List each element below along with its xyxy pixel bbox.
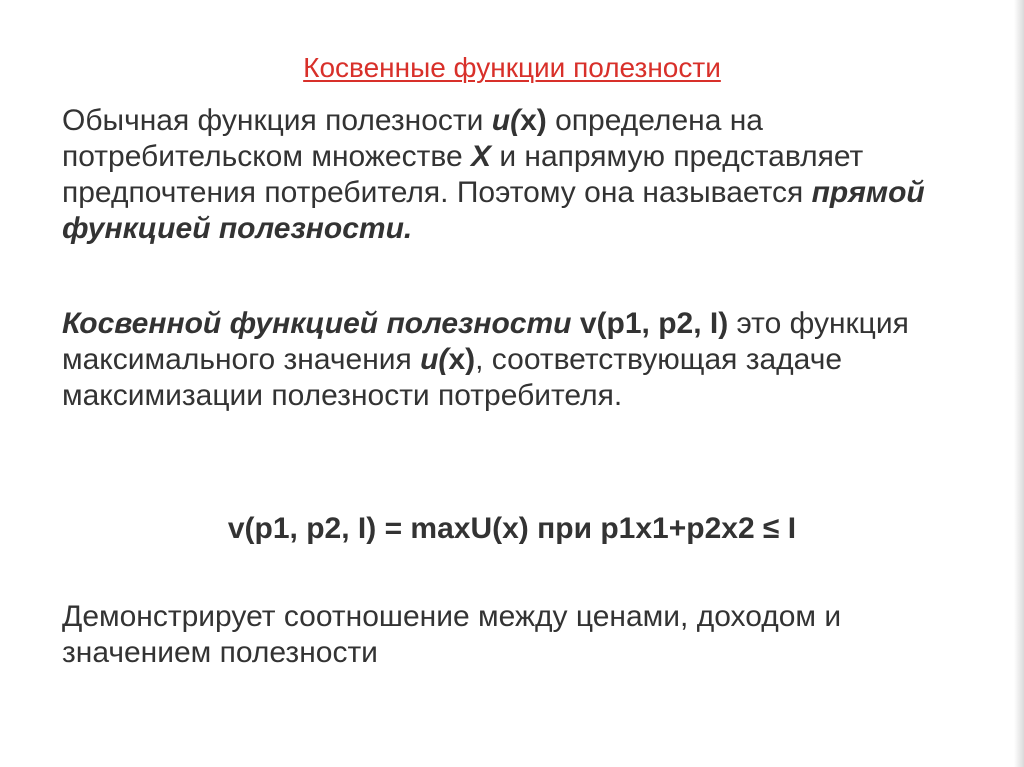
indirect-function-notation: v(p1, p2, I) (579, 307, 729, 340)
text-run (572, 307, 580, 340)
utility-symbol: u( (491, 104, 521, 137)
paragraph-direct-utility (62, 103, 982, 247)
utility-argument: x) (448, 343, 476, 376)
consumption-set-symbol: X (470, 140, 491, 173)
utility-argument: x) (520, 104, 547, 137)
slide-edge-shadow (1014, 0, 1024, 767)
text-run: определена на потребительском множестве (62, 104, 763, 173)
indirect-utility-term: Косвенной функцией полезности (62, 307, 572, 340)
formula: v(p1, p2, I) = maxU(x) при p1x1+p2x2 ≤ I (227, 512, 797, 545)
paragraph-indirect-utility (62, 306, 982, 414)
text-run: и напрямую представляет предпочтения потребителя. Поэтому она называется (62, 140, 864, 209)
text-run: , соответствующая задаче максимизации полезности потребителя. (62, 343, 843, 412)
text-run: Обычная функция полезности (62, 104, 492, 137)
utility-symbol: u( (420, 343, 449, 376)
slide-title: Косвенные функции полезности (303, 52, 721, 83)
paragraph-conclusion: Демонстрирует соотношение между ценами, доходом и значением полезности (62, 600, 842, 669)
direct-utility-term: прямой функцией полезности. (62, 176, 925, 245)
text-run: это функция максимального значения (62, 307, 909, 376)
